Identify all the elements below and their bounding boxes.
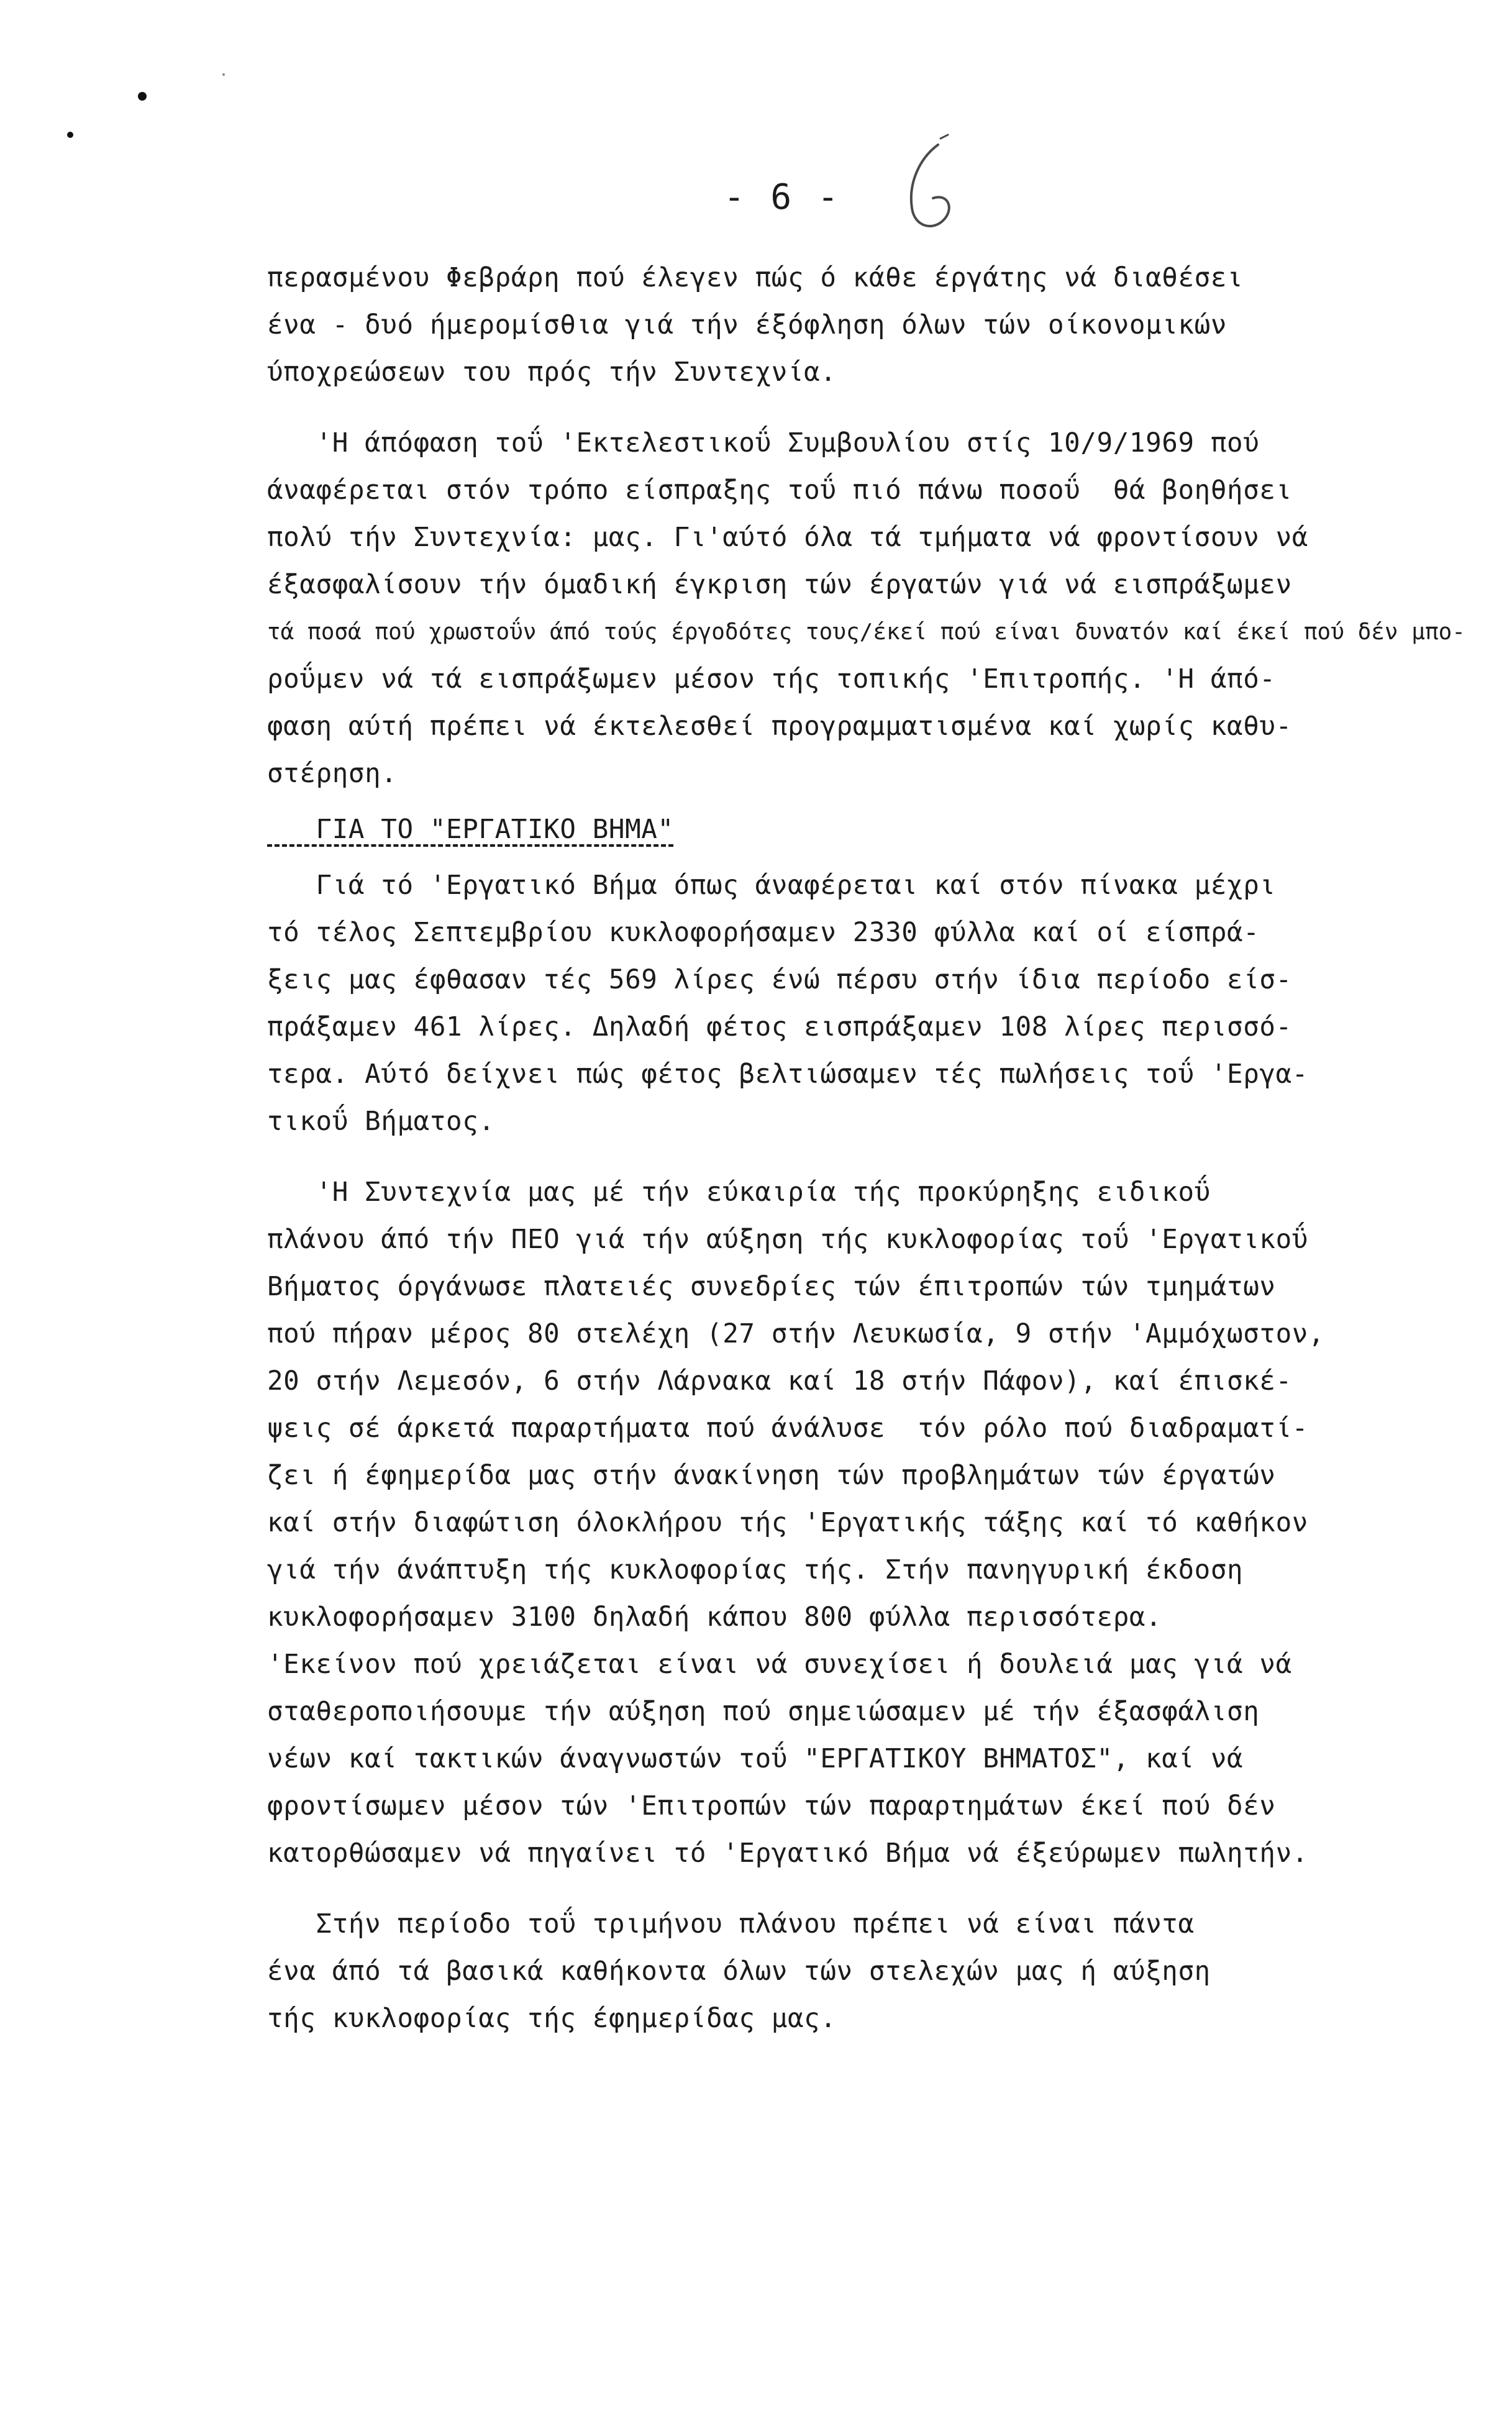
page-number: - 6 - [724,177,841,217]
text-line: κυκλοφορήσαμεν 3100 δηλαδή κάπου 800 φύλλα περισσότερα. [267,1602,1162,1633]
text-line: ύποχρεώσεων του πρός τήν Συντεχνία. [267,357,837,388]
text-line: κατορθώσαμεν νά πηγαίνει τό 'Εργατικό Βήμα νά έξεύρωμεν πωλητήν. [267,1838,1308,1869]
text-line: φροντίσωμεν μέσον τών 'Επιτροπών τών παραρτημάτων έκεί πού δέν [267,1791,1276,1821]
text-line: 'Η άπόφαση τοΰ 'Εκτελεστικοΰ Συμβουλίου στίς 10/9/1969 πού [267,428,1260,458]
text-line: γιά τήν άνάπτυξη τής κυκλοφορίας τής. Στήν πανηγυρική έκδοση [267,1555,1244,1585]
text-line: στέρηση. [267,759,398,789]
text-line: νέων καί τακτικών άναγνωστών τοΰ "ΕΡΓΑΤΙΚΟΥ ΒΗΜΑΤΟΣ", καί νά [267,1744,1244,1774]
text-line: καί στήν διαφώτιση όλοκλήρου τής 'Εργατικής τάξης καί τό καθήκον [267,1508,1308,1538]
text-line: φαση αύτή πρέπει νά έκτελεσθεί προγραμματισμένα καί χωρίς καθυ- [267,711,1292,742]
ink-speck [222,73,225,76]
text-line: άναφέρεται στόν τρόπο είσπραξης τοΰ πιό πάνω ποσοΰ θά βοηθήσει [267,475,1292,506]
text-line: έξασφαλίσουν τήν όμαδική έγκριση τών έργατών γιά νά εισπράξωμεν [267,570,1292,600]
text-line: Στήν περίοδο τοΰ τριμήνου πλάνου πρέπει νά είναι πάντα [267,1909,1195,1940]
text-line: ψεις σέ άρκετά παραρτήματα πού άνάλυσε τόν ρόλο πού διαδραματί- [267,1413,1308,1444]
text-line: ξεις μας έφθασαν τές 569 λίρες ένώ πέρσυ στήν ίδια περίοδο είσ- [267,965,1292,995]
text-line: πλάνου άπό τήν ΠΕΟ γιά τήν αύξηση τής κυκλοφορίας τοΰ 'Εργατικοΰ [267,1224,1308,1255]
body-text [267,255,1503,2043]
text-line: τερα. Αύτό δείχνει πώς φέτος βελτιώσαμεν τές πωλήσεις τοΰ 'Εργα- [267,1059,1308,1090]
handwritten-page-mark [895,134,969,239]
text-line: περασμένου Φεβράρη πού έλεγεν πώς ό κάθε έργάτης νά διαθέσει [267,263,1244,293]
text-line: τό τέλος Σεπτεμβρίου κυκλοφορήσαμεν 2330 φύλλα καί οί είσπρά- [267,918,1260,948]
text-line: ένα άπό τά βασικά καθήκοντα όλων τών στελεχών μας ή αύξηση [267,1956,1211,1987]
text-line: πού πήραν μέρος 80 στελέχη (27 στήν Λευκωσία, 9 στήν 'Αμμόχωστον, [267,1319,1325,1349]
paragraph-gap [267,1877,1503,1901]
text-line: 'Η Συντεχνία μας μέ τήν εύκαιρία τής προκύρηξης ειδικοΰ [267,1177,1211,1208]
ink-speck [138,92,147,101]
text-line: ζει ή έφημερίδα μας στήν άνακίνηση τών προβλημάτων τών έργατών [267,1461,1276,1491]
text-line: τής κυκλοφορίας τής έφημερίδας μας. [267,2003,837,2034]
text-line: 20 στήν Λεμεσόν, 6 στήν Λάρνακα καί 18 στήν Πάφον), καί έπισκέ- [267,1366,1292,1397]
paragraph-gap [267,396,1503,420]
text-line: πράξαμεν 461 λίρες. Δηλαδή φέτος εισπράξαμεν 108 λίρες περισσό- [267,1012,1292,1042]
text-line: Βήματος όργάνωσε πλατειές συνεδρίες τών έπιτροπών τών τμημάτων [267,1272,1276,1302]
text-line: τά ποσά πού χρωστοΰν άπό τούς έργοδότες τους/έκεί πού είναι δυνατόν καί έκεί πού δέν μπο- [267,619,1465,645]
text-line: σταθεροποιήσουμε τήν αύξηση πού σημειώσαμεν μέ τήν έξασφάλιση [267,1697,1260,1727]
paragraph-gap [267,1146,1503,1169]
text-line: τικοΰ Βήματος. [267,1106,495,1137]
ink-speck [67,132,73,138]
text-line: ένα - δυό ήμερομίσθια γιά τήν έξόφληση όλων τών οίκονομικών [267,310,1227,340]
text-line: ροΰμεν νά τά εισπράξωμεν μέσον τής τοπικής 'Επιτροπής. 'Η άπό- [267,664,1276,695]
section-heading: ΓΙΑ ΤΟ "ΕΡΓΑΤΙΚΟ ΒΗΜΑ" [267,814,674,845]
text-line: Γιά τό 'Εργατικό Βήμα όπως άναφέρεται καί στόν πίνακα μέχρι [267,870,1276,901]
text-line: πολύ τήν Συντεχνία: μας. Γι'αύτό όλα τά τμήματα νά φροντίσουν νά [267,522,1308,553]
text-line: 'Εκείνον πού χρειάζεται είναι νά συνεχίσει ή δουλειά μας γιά νά [267,1649,1292,1680]
